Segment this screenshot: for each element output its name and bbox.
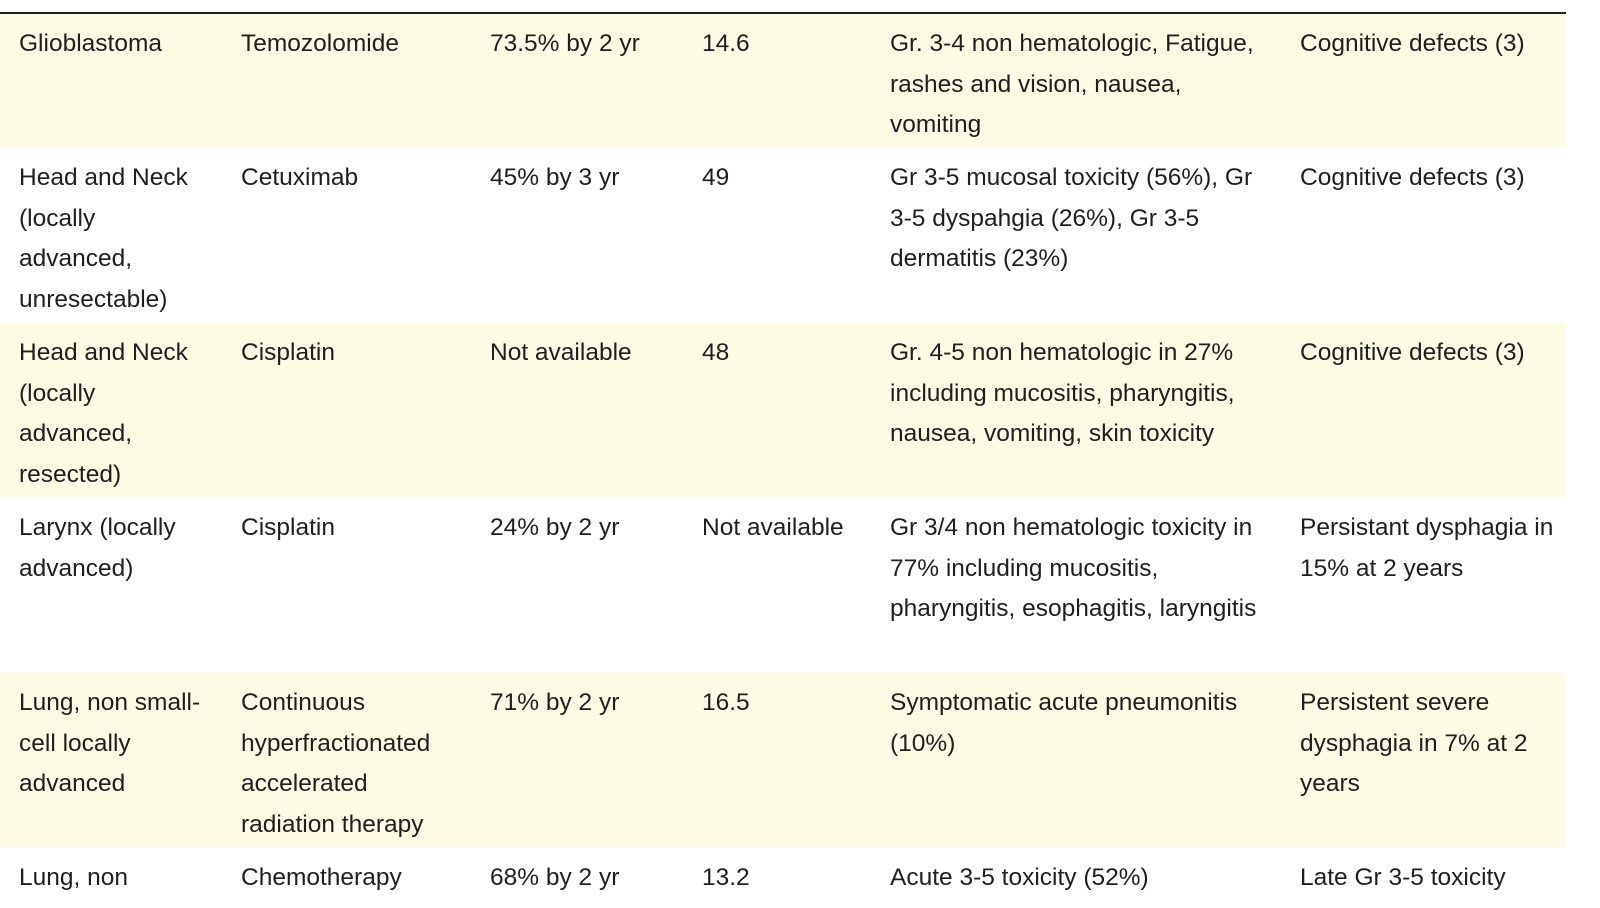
cell-survival: 68% by 2 yr <box>490 864 620 891</box>
cell-survival: 71% by 2 yr <box>490 689 620 716</box>
cell-cancer: Head and Neck (locally advanced, unresectable) <box>19 164 188 313</box>
cell-median: 13.2 <box>702 864 750 891</box>
cell-late-toxicity: Cognitive defects (3) <box>1300 164 1525 191</box>
cell-agent: Cisplatin <box>241 514 335 541</box>
table-row <box>0 14 1566 148</box>
cell-late-toxicity: Cognitive defects (3) <box>1300 339 1525 366</box>
cell-agent: Temozolomide <box>241 30 399 57</box>
cell-agent: Cetuximab <box>241 164 359 191</box>
cell-acute-toxicity: Acute 3-5 toxicity (52%) <box>890 864 1149 891</box>
cell-late-toxicity: Persistant dysphagia in 15% at 2 years <box>1300 514 1554 582</box>
cell-acute-toxicity: Gr. 3-4 non hematologic, Fatigue, rashes and vision, nausea, vomiting <box>890 30 1254 138</box>
cell-median: 16.5 <box>702 689 750 716</box>
cell-survival: 24% by 2 yr <box>490 514 620 541</box>
treatment-toxicity-table <box>0 14 1566 908</box>
cell-agent: Continuous hyperfractionated accelerated radiation therapy <box>241 689 431 838</box>
cell-median: 48 <box>702 339 730 366</box>
cell-survival: 45% by 3 yr <box>490 164 620 191</box>
cell-agent: Cisplatin <box>241 339 335 366</box>
cell-acute-toxicity: Symptomatic acute pneumonitis (10%) <box>890 689 1238 757</box>
cell-median: Not available <box>702 514 844 541</box>
table-row <box>0 148 1566 323</box>
table-row <box>0 848 1566 908</box>
cell-acute-toxicity: Gr 3/4 non hematologic toxicity in 77% including mucositis, pharyngitis, esophagitis, laryngitis <box>890 514 1257 622</box>
cell-acute-toxicity: Gr. 4-5 non hematologic in 27% including mucositis, pharyngitis, nausea, vomiting, skin toxicity <box>890 339 1235 447</box>
table-row <box>0 498 1566 673</box>
cell-cancer: Lung, non <box>19 864 128 891</box>
cell-median: 49 <box>702 164 730 191</box>
table-row <box>0 673 1566 848</box>
cell-late-toxicity: Late Gr 3-5 toxicity <box>1300 864 1506 891</box>
cell-late-toxicity: Persistent severe dysphagia in 7% at 2 years <box>1300 689 1528 797</box>
cell-cancer: Lung, non small-cell locally advanced <box>19 689 201 797</box>
cell-cancer: Head and Neck (locally advanced, resected) <box>19 339 188 488</box>
cell-cancer: Glioblastoma <box>19 30 162 57</box>
cell-survival: 73.5% by 2 yr <box>490 30 640 57</box>
cell-median: 14.6 <box>702 30 750 57</box>
cell-survival: Not available <box>490 339 632 366</box>
cell-acute-toxicity: Gr 3-5 mucosal toxicity (56%), Gr 3-5 dyspahgia (26%), Gr 3-5 dermatitis (23%) <box>890 164 1253 272</box>
cell-late-toxicity: Cognitive defects (3) <box>1300 30 1525 57</box>
cell-cancer: Larynx (locally advanced) <box>19 514 176 582</box>
table-row <box>0 323 1566 498</box>
cell-agent: Chemotherapy <box>241 864 402 891</box>
